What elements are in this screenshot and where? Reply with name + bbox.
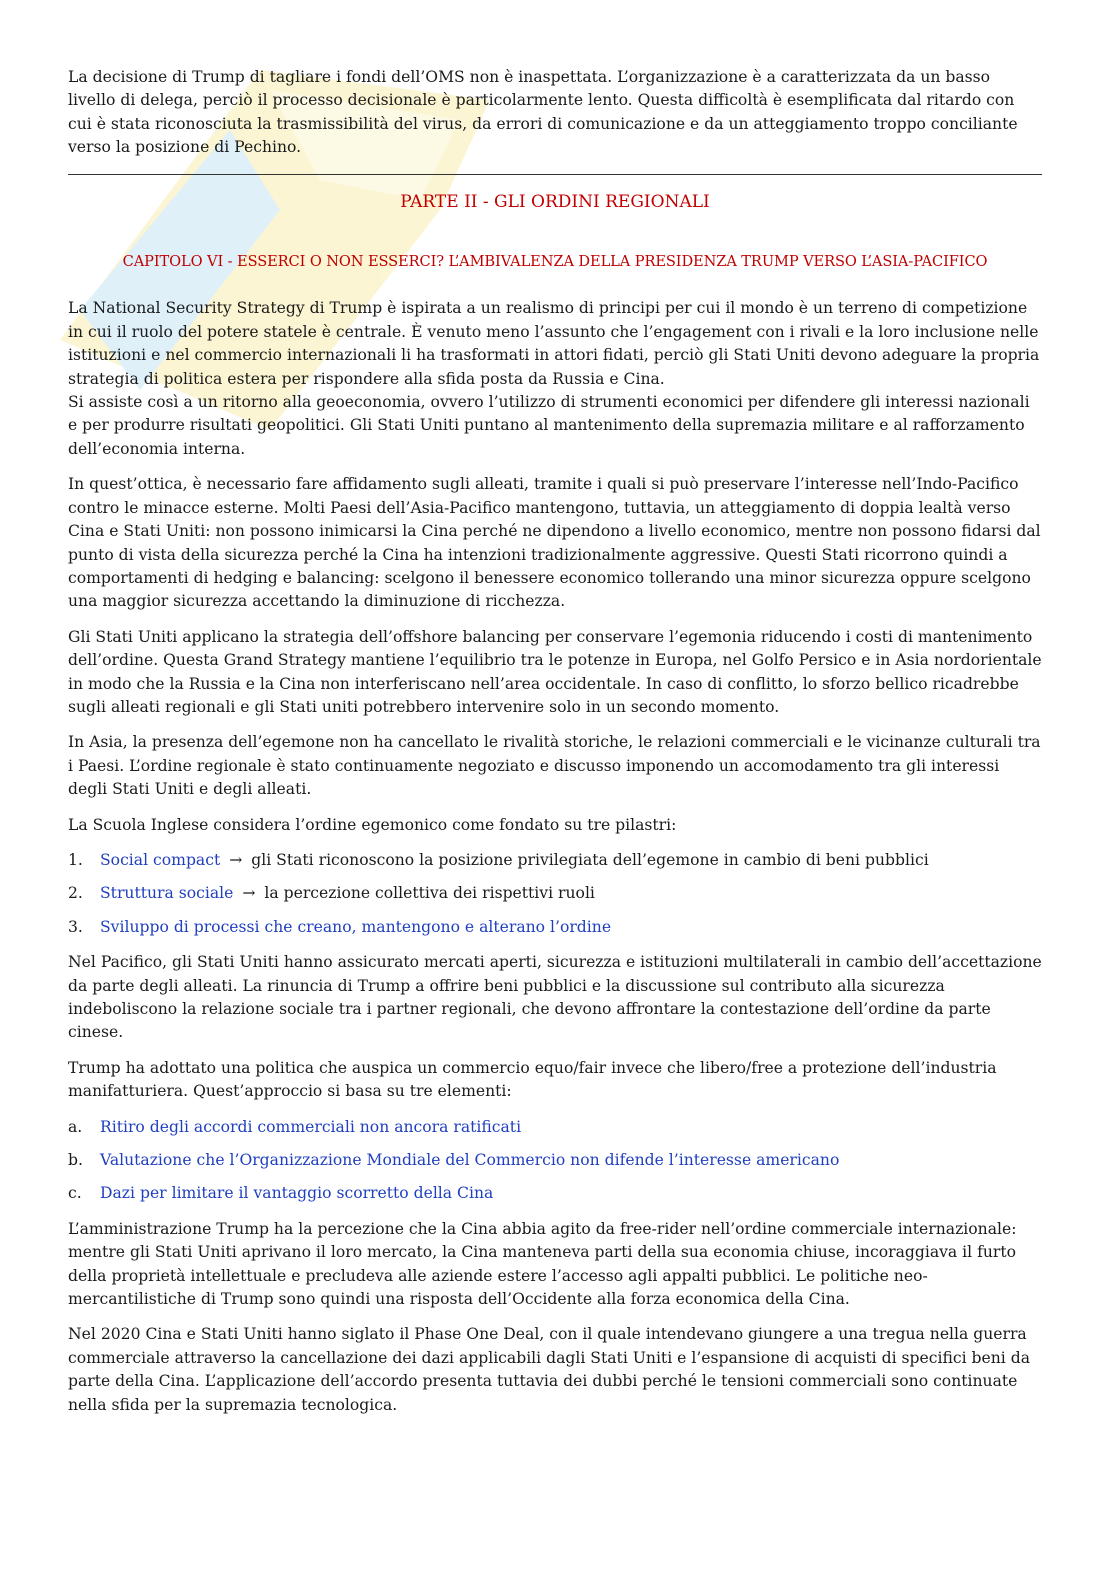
paragraph: Trump ha adottato una politica che auspica un commercio equo/fair invece che libero/free a protezione dell’industria manifatturiera. Quest’approccio si basa su tre elementi: <box>68 1058 997 1101</box>
paragraph: Nel Pacifico, gli Stati Uniti hanno assicurato mercati aperti, sicurezza e istituzioni multilaterali in cambio dell’accettazione da parte degli alleati. La rinuncia di Trump a offrire beni pubblici e la discussione sul contributo alla sicurezza indeboliscono la relazione sociale tra i partner regionali, che devono affrontare la contestazione dell’ordine da parte cinese. <box>68 953 1042 1042</box>
paragraph: La Scuola Inglese considera l’ordine egemonico come fondato su tre pilastri: <box>68 815 677 834</box>
list-item <box>68 916 1042 939</box>
paragraph: In quest’ottica, è necessario fare affidamento sugli alleati, tramite i quali si può preservare l’interesse nell’Indo-Pacifico contro le minacce esterne. Molti Paesi dell’Asia-Pacifico mantengono, tuttavia, un atteggiamento di doppia lealtà verso Cina e Stati Uniti: non possono inimicarsi la Cina perché ne dipendono a livello economico, mentre non possono fidarsi dal punto di vista della sicurezza perché la Cina ha intenzioni tradizionalmente aggressive. Questi Stati ricorrono quindi a comportamenti di hedging e balancing: scelgono il benessere economico tollerando una minor sicurezza oppure scelgono una maggior sicurezza accettando la diminuzione di ricchezza. <box>68 475 1041 611</box>
paragraph: Gli Stati Uniti applicano la strategia dell’offshore balancing per conservare l’egemonia riducendo i costi di mantenimento dell’ordine. Questa Grand Strategy mantiene l’equilibrio tra le potenze in Europa, nel Golfo Persico e in Asia nordorientale in modo che la Russia e la Cina non interferiscano nell’area occidentale. In caso di conflitto, lo sforzo bellico ricadrebbe sugli alleati regionali e gli Stati uniti potrebbero intervenire solo in un secondo momento. <box>68 627 1042 716</box>
paragraph: In Asia, la presenza dell’egemone non ha cancellato le rivalità storiche, le relazioni commerciali e le vicinanze culturali tra i Paesi. L’ordine regionale è stato continuamente negoziato e discusso imponendo un accomodamento tra gli interessi degli Stati Uniti e degli alleati. <box>68 733 1041 799</box>
list-marker: b. <box>68 1151 83 1170</box>
list-marker: 2. <box>68 884 83 903</box>
section-divider <box>68 174 1042 175</box>
arrow-icon: → <box>242 884 256 903</box>
list-marker: a. <box>68 1117 83 1136</box>
element-text: Dazi per limitare il vantaggio scorretto della Cina <box>100 1184 494 1203</box>
pillar-description: la percezione collettiva dei rispettivi ruoli <box>264 884 595 903</box>
part-heading: PARTE II - GLI ORDINI REGIONALI <box>400 191 710 212</box>
list-item <box>68 1182 1042 1205</box>
paragraph: Si assiste così a un ritorno alla geoeconomia, ovvero l’utilizzo di strumenti economici per difendere gli interessi nazionali e per produrre risultati geopolitici. Gli Stati Uniti puntano al mantenimento della supremazia militare e al rafforzamento dell’economia interna. <box>68 393 1030 458</box>
pillar-description: gli Stati riconoscono la posizione privilegiata dell’egemone in cambio di beni pubblici <box>251 850 929 869</box>
document-page <box>68 66 1042 1429</box>
element-text: Ritiro degli accordi commerciali non ancora ratificati <box>100 1117 522 1136</box>
intro-paragraph: La decisione di Trump di tagliare i fondi dell’OMS non è inaspettata. L’organizzazione è a caratterizzata da un basso livello di delega, perciò il processo decisionale è particolarmente lento. Questa difficoltà è esemplificata dal ritardo con cui è stata riconosciuta la trasmissibilità del virus, da errori di comunicazione e da un atteggiamento troppo conciliante verso la posizione di Pechino. <box>68 68 1018 157</box>
element-text: Valutazione che l’Organizzazione Mondiale del Commercio non difende l’interesse americano <box>100 1151 840 1170</box>
list-marker: 1. <box>68 850 83 869</box>
pillar-term: Sviluppo di processi che creano, mantengono e alterano l’ordine <box>100 917 612 936</box>
pillar-term: Social compact <box>100 850 221 869</box>
list-item <box>68 1149 1042 1172</box>
paragraph: La National Security Strategy di Trump è ispirata a un realismo di principi per cui il mondo è un terreno di competizione in cui il ruolo del potere statele è centrale. È venuto meno l’assunto che l’engagement con i rivali e la loro inclusione nelle istituzioni e nel commercio internazionali li ha trasformati in attori fidati, perciò gli Stati Uniti devono adeguare la propria strategia di politica estera per rispondere alla sfida posta da Russia e Cina. <box>68 299 1040 388</box>
pillars-list <box>68 849 1042 939</box>
list-item <box>68 849 1042 872</box>
pillar-term: Struttura sociale <box>100 884 234 903</box>
chapter-heading: CAPITOLO VI - ESSERCI O NON ESSERCI? L’AMBIVALENZA DELLA PRESIDENZA TRUMP VERSO L’ASIA-PACIFICO <box>122 253 988 271</box>
arrow-icon: → <box>229 850 243 869</box>
list-marker: 3. <box>68 917 83 936</box>
paragraph: Nel 2020 Cina e Stati Uniti hanno siglato il Phase One Deal, con il quale intendevano giungere a una tregua nella guerra commerciale attraverso la cancellazione dei dazi applicabili dagli Stati Uniti e l’espansione di acquisti di specifici beni da parte della Cina. L’applicazione dell’accordo presenta tuttavia dei dubbi perché le tensioni commerciali sono continuate nella sfida per la supremazia tecnologica. <box>68 1325 1031 1414</box>
list-item <box>68 1116 1042 1139</box>
list-item <box>68 882 1042 905</box>
paragraph: L’amministrazione Trump ha la percezione che la Cina abbia agito da free-rider nell’ordine commerciale internazionale: mentre gli Stati Uniti aprivano il loro mercato, la Cina manteneva parti della sua economia chiuse, incoraggiava il furto della proprietà intellettuale e precludeva alle aziende estere l’accesso agli appalti pubblici. Le politiche neo-mercantilistiche di Trump sono quindi una risposta dell’Occidente alla forza economica della Cina. <box>68 1219 1017 1309</box>
list-marker: c. <box>68 1184 82 1203</box>
elements-list <box>68 1116 1042 1206</box>
